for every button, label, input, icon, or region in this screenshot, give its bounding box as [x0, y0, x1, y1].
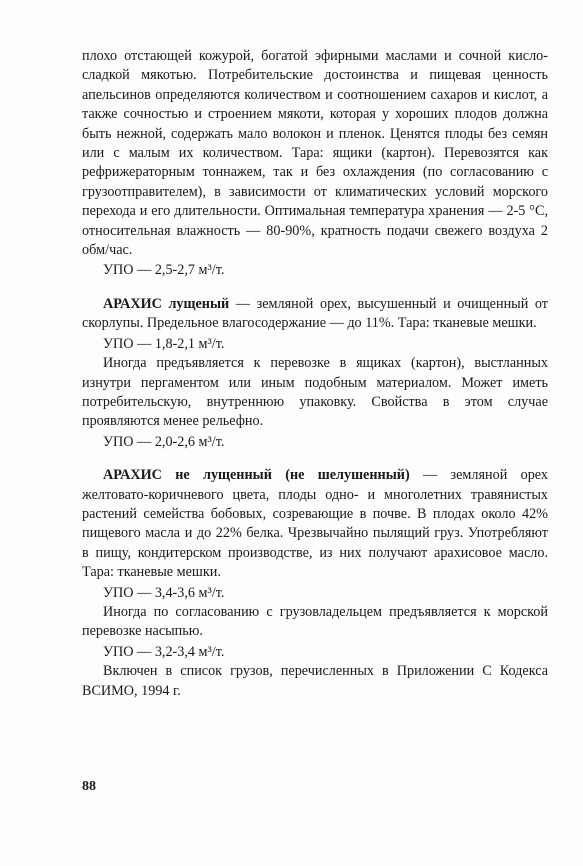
- page-number: 88: [82, 779, 96, 794]
- entry-arachis-unshelled-note-upo: УПО — 3,2-3,4 м³/т.: [103, 643, 225, 660]
- entry-arachis-unshelled: [82, 466, 548, 582]
- entry-arachis-unshelled-upo: УПО — 3,4-3,6 м³/т.: [103, 584, 225, 601]
- entry-arachis-shelled-term: АРАХИС лущеный: [103, 295, 230, 312]
- entry-arachis-shelled-text: — земляной орех, высушенный и очищенный от скорлупы. Предельное влагосодержание — до 11%. Тара: тканевые мешки.: [82, 295, 548, 332]
- page-text: [82, 47, 548, 701]
- entry-arachis-shelled-note-upo: УПО — 2,0-2,6 м³/т.: [103, 433, 225, 450]
- intro-upo: УПО — 2,5-2,7 м³/т.: [103, 262, 225, 279]
- entry-arachis-unshelled-text: — земляной орех желтовато-коричневого цвета, плоды одно- и многолетних травянистых растений семейства бобовых, созревающие в почве. В плодах около 42% пищевого масла и до 22% белка. Чрезвычайно пылящий груз. Употребляют в пищу, кондитерском производстве, из них получают арахисовое масло. Тара: тканевые мешки.: [82, 467, 548, 581]
- entry-arachis-unshelled-term: АРАХИС не лущенный (не шелушенный): [103, 467, 410, 484]
- entry-arachis-shelled-upo: УПО — 1,8-2,1 м³/т.: [103, 335, 225, 352]
- entry-arachis-unshelled-final-note: Включен в список грузов, перечисленных в Приложении С Кодекса ВСИМО, 1994 г.: [82, 663, 548, 699]
- entry-arachis-shelled: [82, 295, 548, 334]
- intro-paragraph: плохо отстающей кожурой, богатой эфирными маслами и сочной кисло-сладкой мякотью. Потребительские достоинства и пищевая ценность апельсинов определяются количеством и соотношением сахаров и кислот, а также сочностью и строением мякоти, которая у хороших плодов должна быть нежной, содержать мало волокон и пленок. Ценятся плоды без семян или с малым их количеством. Тара: ящики (картон). Перевозятся как рефрижераторным тоннажем, так и без охлаждения (по согласованию с грузоотправителем), в зависимости от климатических условий морского перехода и его длительности. Оптимальная температура хранения — 2-5 °С, относительная влажность — 80-90%, кратность подачи свежего воздуха 2 обм/час.: [82, 48, 548, 259]
- entry-arachis-unshelled-note: Иногда по согласованию с грузовладельцем предъявляется к морской перевозке насыпью.: [82, 603, 548, 640]
- entry-arachis-shelled-note: Иногда предъявляется к перевозке в ящиках (картон), выстланных изнутри пергаментом или иным подобным материалом. Может иметь потребительскую, внутреннюю упаковку. Свойства в этом случае проявляются менее рельефно.: [82, 355, 548, 430]
